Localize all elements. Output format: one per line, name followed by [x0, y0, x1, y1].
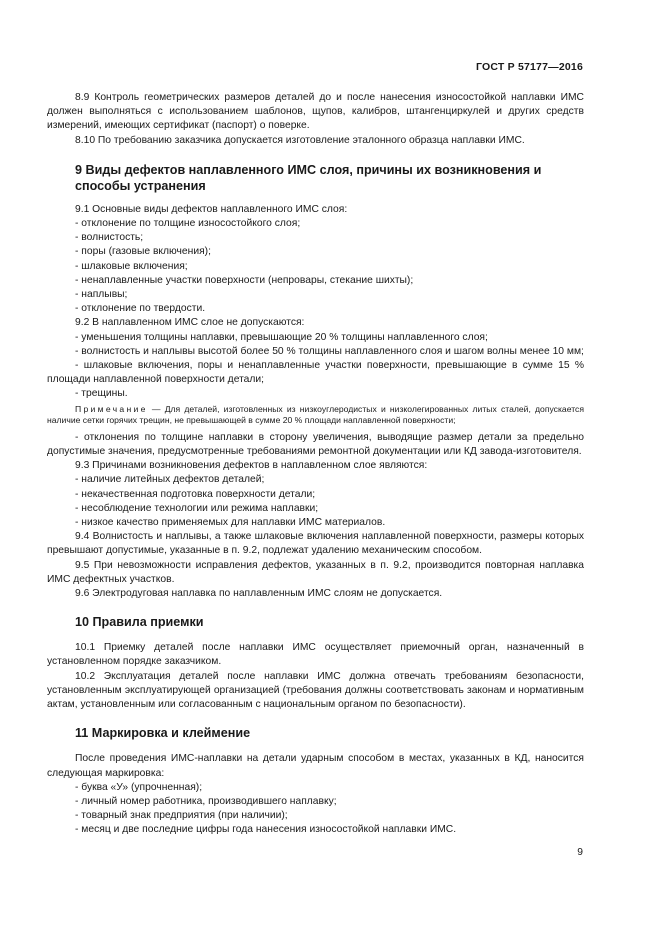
list-item: - трещины. [75, 388, 128, 400]
paragraph-10-2: 10.2 Эксплуатация деталей после наплавки ИМС должна отвечать требованиям безопасности, установленным эксплуатирующей организацией (требования должны соответствовать законам и нормативным актам, установленным или согласованным с национальным органом по безопасности). [47, 670, 584, 711]
page-number: 9 [577, 847, 583, 858]
list-item: - шлаковые включения; [75, 260, 188, 272]
list-item: - месяц и две последние цифры года нанесения износостойкой наплавки ИМС. [75, 824, 457, 836]
list-item: - наличие литейных дефектов деталей; [75, 474, 265, 486]
list-item: - низкое качество применяемых для наплавки ИМС материалов. [75, 517, 386, 529]
list-item: - некачественная подготовка поверхности детали; [75, 488, 316, 500]
document-code: ГОСТ Р 57177—2016 [475, 61, 583, 73]
note [47, 404, 584, 427]
note-label: Примечание [75, 403, 148, 414]
paragraph-9-1: 9.1 Основные виды дефектов наплавленного ИМС слоя: [75, 203, 348, 215]
section-10-heading: 10 Правила приемки [75, 615, 204, 630]
list-item: - волнистость и наплывы высотой более 50 % толщины наплавленного слоя и шагом волны менее 10 мм; [75, 345, 584, 357]
section-9-heading: 9 Виды дефектов наплавленного ИМС слоя, причины их возникновения и способы устранения [75, 162, 542, 193]
list-item: - ненаплавленные участки поверхности (непровары, стекание шихты); [75, 274, 414, 286]
paragraph-9-3: 9.3 Причинами возникновения дефектов в наплавленном слое являются: [75, 460, 428, 472]
section-11-heading: 11 Маркировка и клеймение [75, 726, 251, 741]
note-text: — Для деталей, изготовленных из низкоуглеродистых и низколегированных литых сталей, допускается наличие сетки горячих трещин, не превышающей в сумме 20 % площади наплавленной поверхности; [47, 403, 584, 426]
list-item: - несоблюдение технологии или режима наплавки; [75, 502, 319, 514]
list-item: - уменьшения толщины наплавки, превышающие 20 % толщины наплавленного слоя; [75, 331, 488, 343]
paragraph-9-4: 9.4 Волнистость и наплывы, а также шлаковые включения наплавленной поверхности, размеры которых превышают допустимые, указанные в п. 9.2, подлежат удалению механическим способом. [47, 531, 584, 557]
page-content [47, 91, 584, 838]
list-item: - наплывы; [75, 289, 128, 301]
paragraph-9-2: 9.2 В наплавленном ИМС слое не допускаются: [75, 317, 305, 329]
paragraph-8-9: 8.9 Контроль геометрических размеров деталей до и после нанесения износостойкой наплавки ИМС должен выполняться с использованием шаблонов, щупов, калибров, штангенциркулей и других средств измерений, имеющих сертификат (паспорт) о поверке. [47, 92, 584, 132]
paragraph-9-6: 9.6 Электродуговая наплавка по наплавленным ИМС слоям не допускается. [75, 588, 443, 600]
list-item: - отклонение по толщине износостойкого слоя; [75, 218, 301, 230]
list-item: - отклонение по твердости. [75, 303, 206, 315]
paragraph-11-intro: После проведения ИМС-наплавки на детали ударным способом в местах, указанных в КД, наносится следующая маркировка: [47, 753, 584, 779]
list-item: - шлаковые включения, поры и ненаплавленные участки поверхности, превышающие в сумме 15 % площади наплавленной поверхности детали; [47, 360, 584, 386]
defect-causes-list [47, 473, 584, 530]
list-item: - буква «У» (упрочненная); [75, 781, 203, 793]
paragraph-8-10: 8.10 По требованию заказчика допускается изготовление эталонного образца наплавки ИМС. [75, 134, 525, 146]
paragraph-10-1: 10.1 Приемку деталей после наплавки ИМС осуществляет приемочный орган, назначенный в установленном порядке заказчиком. [47, 642, 584, 668]
defect-types-list [47, 217, 584, 316]
marking-list [47, 781, 584, 838]
list-item: - поры (газовые включения); [75, 246, 211, 258]
list-item: - личный номер работника, производившего наплавку; [75, 795, 337, 807]
list-item: - товарный знак предприятия (при наличии); [75, 810, 288, 822]
list-item: - отклонения по толщине наплавки в сторону увеличения, выводящие размер детали за предельно допустимые значения, предусмотренные требованиями ремонтной документации или КД завода-изготовителя. [47, 431, 584, 458]
paragraph-9-5: 9.5 При невозможности исправления дефектов, указанных в п. 9.2, производится повторная наплавка ИМС дефектных участков. [47, 559, 584, 585]
list-item: - волнистость; [75, 232, 144, 244]
not-allowed-list [47, 331, 584, 402]
